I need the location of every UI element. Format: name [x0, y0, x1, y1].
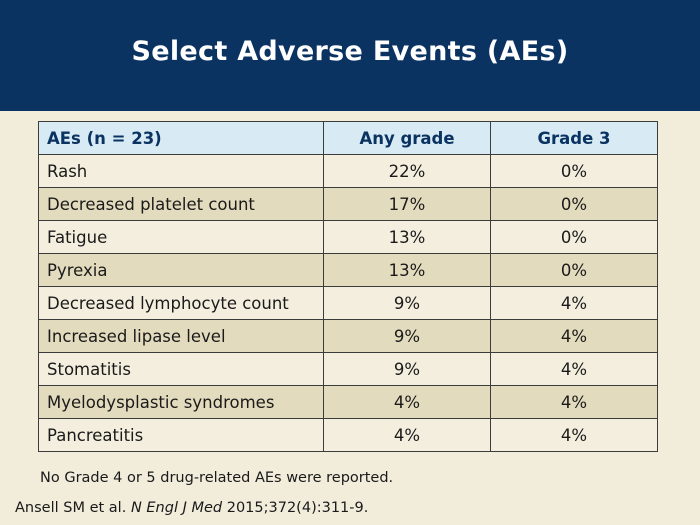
citation-journal: N Engl J Med — [130, 500, 223, 516]
event-name: Increased lipase level — [39, 320, 324, 353]
any-grade-value: 9% — [324, 353, 491, 386]
any-grade-value: 13% — [324, 221, 491, 254]
grade-3-value: 4% — [491, 353, 658, 386]
table-row — [39, 221, 658, 254]
event-name: Stomatitis — [39, 353, 324, 386]
any-grade-value: 4% — [324, 386, 491, 419]
table-row — [39, 287, 658, 320]
table-row — [39, 353, 658, 386]
grade-3-value: 4% — [491, 287, 658, 320]
grade-3-value: 0% — [491, 254, 658, 287]
event-name: Decreased lymphocyte count — [39, 287, 324, 320]
any-grade-value: 22% — [324, 155, 491, 188]
grade-3-value: 4% — [491, 320, 658, 353]
any-grade-value: 9% — [324, 320, 491, 353]
column-header-grade-3: Grade 3 — [491, 122, 658, 155]
table-row — [39, 419, 658, 452]
slide-title: Select Adverse Events (AEs) — [131, 36, 569, 67]
any-grade-value: 17% — [324, 188, 491, 221]
any-grade-value: 9% — [324, 287, 491, 320]
table-row — [39, 254, 658, 287]
table-row — [39, 155, 658, 188]
table-row — [39, 320, 658, 353]
grade-3-value: 4% — [491, 386, 658, 419]
grade-3-value: 0% — [491, 188, 658, 221]
table-header-row — [39, 122, 658, 155]
grade-3-value: 0% — [491, 155, 658, 188]
event-name: Pancreatitis — [39, 419, 324, 452]
title-banner — [0, 0, 700, 111]
any-grade-value: 4% — [324, 419, 491, 452]
event-name: Fatigue — [39, 221, 324, 254]
grade-3-value: 4% — [491, 419, 658, 452]
event-name: Pyrexia — [39, 254, 324, 287]
column-header-any-grade: Any grade — [324, 122, 491, 155]
event-name: Myelodysplastic syndromes — [39, 386, 324, 419]
table-row — [39, 188, 658, 221]
event-name: Rash — [39, 155, 324, 188]
footnote: No Grade 4 or 5 drug-related AEs were reported. — [40, 470, 394, 486]
grade-3-value: 0% — [491, 221, 658, 254]
adverse-events-table — [38, 121, 658, 452]
column-header-aes: AEs (n = 23) — [39, 122, 324, 155]
citation — [15, 500, 368, 516]
event-name: Decreased platelet count — [39, 188, 324, 221]
citation-authors: Ansell SM et al. — [15, 500, 127, 516]
citation-details: 2015;372(4):311-9. — [226, 500, 369, 516]
table-row — [39, 386, 658, 419]
any-grade-value: 13% — [324, 254, 491, 287]
